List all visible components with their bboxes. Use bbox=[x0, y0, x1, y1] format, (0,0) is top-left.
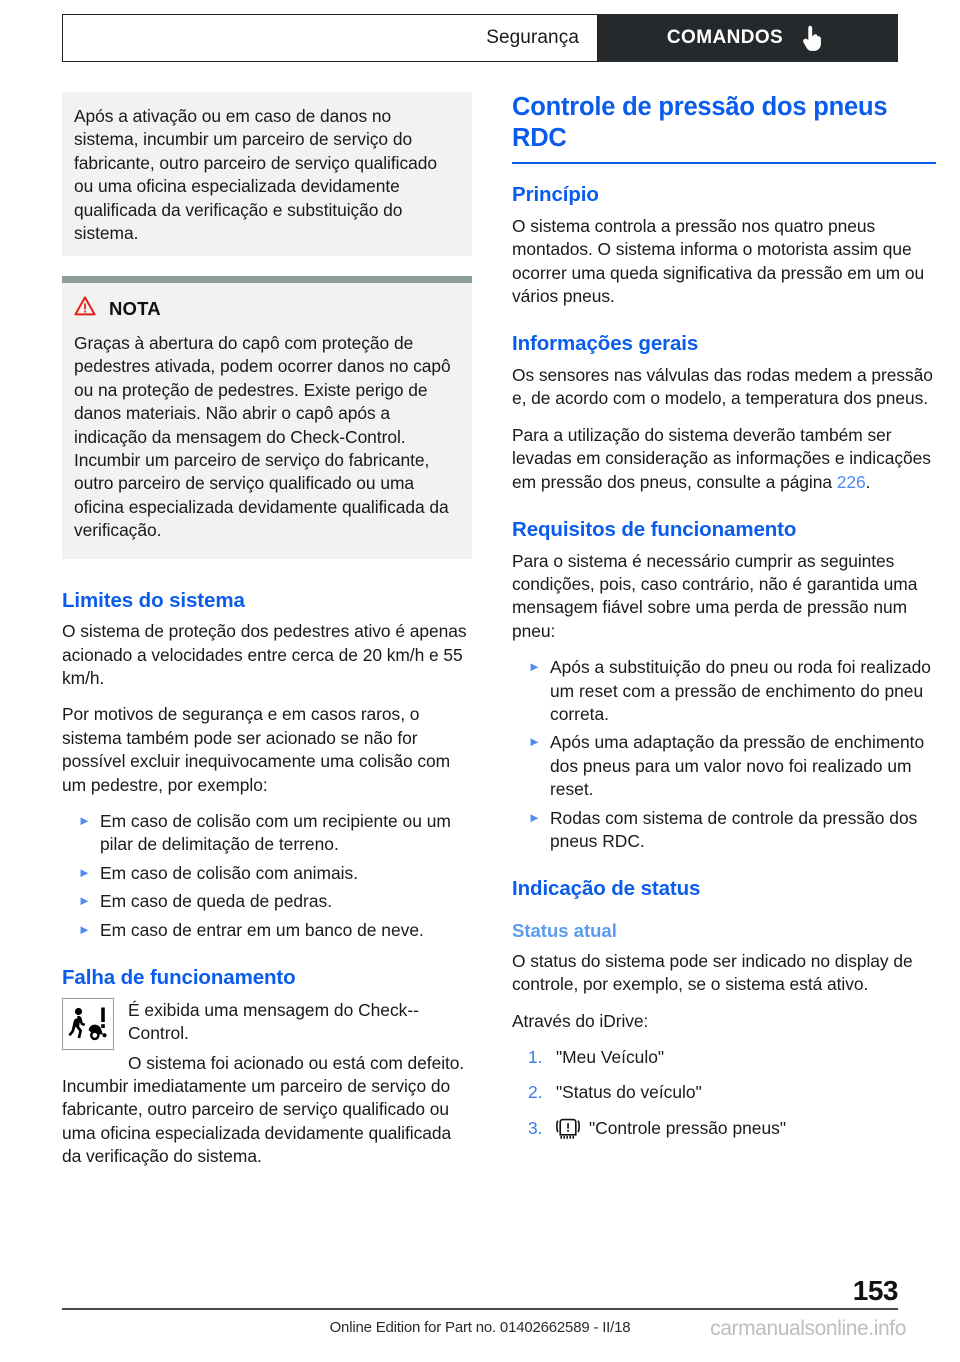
list-item-label: Em caso de colisão com animais. bbox=[100, 862, 359, 883]
malfunction-symbol-row bbox=[62, 998, 472, 1050]
watermark-text: carmanualsonline.info bbox=[710, 1317, 906, 1340]
tab-comandos[interactable] bbox=[598, 14, 898, 62]
edition-text: Online Edition for Part no. 01402662589 - II/18 bbox=[329, 1319, 631, 1336]
limits-paragraph-1: O sistema de proteção dos pedestres ativo é apenas acionado a velocidades entre cerca de 20 km/h e 55 km/h. bbox=[62, 621, 467, 688]
list-item-label: Em caso de colisão com um recipiente ou um pilar de delimitação de terreno. bbox=[100, 811, 451, 855]
step-number: 3. bbox=[528, 1117, 543, 1138]
list-item bbox=[512, 1046, 936, 1069]
note-text: Graças à abertura do capô com proteção de pedestres ativada, podem ocorrer danos no capô ou na proteção de pedestres. Existe perigo de danos materiais. Não abrir o capô após a indicação da mensagem do Check-Control. Incumbir um parceiro de serviço do fabricante, outro parceiro de serviço qualificado ou uma oficina especializada devidamente qualificada da verificação. bbox=[74, 332, 451, 541]
pointing-hand-icon bbox=[799, 23, 825, 53]
general-info-text-after: . bbox=[865, 471, 871, 492]
page-header bbox=[62, 14, 898, 62]
list-item-label: Em caso de queda de pedras. bbox=[100, 891, 333, 912]
limits-paragraph-2: Por motivos de segurança e em casos raros, o sistema também pode ser acionado se não for possível excluir inequivocamente uma colisão com um pedestre, por exemplo: bbox=[62, 704, 451, 795]
page-number: 153 bbox=[852, 1275, 898, 1306]
heading-requisitos-de-funcionamento: Requisitos de funcionamento bbox=[512, 517, 797, 541]
requirements-bullet-list bbox=[512, 656, 936, 853]
list-item bbox=[62, 890, 472, 913]
limits-bullet-list bbox=[62, 810, 472, 942]
triangle-bullet-icon: ► bbox=[78, 893, 91, 909]
triangle-bullet-icon: ► bbox=[78, 813, 91, 829]
note-header bbox=[74, 296, 460, 323]
status-paragraph-2: Através do iDrive: bbox=[512, 1010, 649, 1031]
page-reference-link[interactable]: 226 bbox=[836, 471, 866, 492]
step-label: "Controle pressão pneus" bbox=[589, 1117, 786, 1138]
tab-seguranca[interactable] bbox=[62, 14, 598, 62]
list-item-label: Após a substituição do pneu ou roda foi realizado um reset com a pressão de enchimento do pneu correta. bbox=[550, 657, 931, 724]
status-paragraph-1: O status do sistema pode ser indicado no display de controle, por exemplo, se o sistema está ativo. bbox=[512, 950, 913, 995]
warning-triangle-icon bbox=[74, 296, 96, 323]
left-column bbox=[62, 92, 472, 1182]
list-item bbox=[512, 1117, 936, 1140]
triangle-bullet-icon: ► bbox=[78, 921, 91, 937]
footer-divider bbox=[62, 1308, 898, 1310]
step-label: "Meu Veículo" bbox=[556, 1047, 665, 1068]
principle-paragraph: O sistema controla a pressão nos quatro pneus montados. O sistema informa o motorista assim que ocorrer uma queda significativa da pressão em um ou vários pneus. bbox=[512, 215, 925, 306]
note-top-bar bbox=[62, 276, 472, 283]
triangle-bullet-icon: ► bbox=[528, 734, 541, 750]
list-item bbox=[62, 862, 472, 885]
general-info-paragraph-1: Os sensores nas válvulas das rodas medem a pressão e, de acordo com o modelo, a temperatura dos pneus. bbox=[512, 364, 933, 409]
list-item bbox=[62, 919, 472, 942]
triangle-bullet-icon: ► bbox=[78, 864, 91, 880]
note-box bbox=[62, 276, 472, 558]
malfunction-paragraph-1: O sistema foi acionado ou está com defeito. bbox=[128, 1052, 465, 1073]
heading-limites-do-sistema: Limites do sistema bbox=[62, 588, 245, 612]
step-number: 1. bbox=[528, 1047, 543, 1068]
general-info-paragraph-2 bbox=[512, 424, 936, 494]
intro-paragraph: Após a ativação ou em caso de danos no sistema, incumbir um parceiro de serviço do fabricante, outro parceiro de serviço qualificado ou uma oficina especializada devidamente qualificada da verificação e substituição do sistema. bbox=[74, 106, 437, 244]
list-item bbox=[512, 656, 936, 726]
right-column bbox=[512, 92, 936, 1152]
subheading-status-atual: Status atual bbox=[512, 919, 617, 941]
malfunction-symbol-text: É exibida uma mensagem do Check--Control. bbox=[128, 999, 419, 1044]
list-item-label: Após uma adaptação da pressão de enchimento dos pneus para um valor novo foi realizado um reset. bbox=[550, 732, 925, 800]
triangle-bullet-icon: ► bbox=[528, 809, 541, 825]
tire-pressure-icon bbox=[556, 1118, 580, 1140]
heading-principio: Princípio bbox=[512, 183, 599, 207]
heading-indicacao-de-status: Indicação de status bbox=[512, 877, 701, 901]
page-title: Controle de pressão dos pneus RDC bbox=[512, 93, 888, 152]
requirements-paragraph: Para o sistema é necessário cumprir as seguintes condições, pois, caso contrário, não é garantida uma mensagem fiável sobre uma perda de pressão num pneu: bbox=[512, 550, 918, 641]
page-footer bbox=[62, 1275, 906, 1341]
list-item bbox=[512, 1081, 936, 1104]
idrive-steps-list bbox=[512, 1046, 936, 1140]
triangle-bullet-icon: ► bbox=[528, 659, 541, 675]
list-item bbox=[512, 731, 936, 801]
title-divider bbox=[512, 162, 936, 164]
general-info-text-before: Para a utilização do sistema deverão também ser levadas em consideração as informações e indicações em pressão dos pneus, consulte a página bbox=[512, 424, 931, 492]
pedestrian-protection-warning-icon bbox=[62, 998, 114, 1050]
list-item bbox=[62, 810, 472, 857]
heading-informacoes-gerais: Informações gerais bbox=[512, 332, 699, 356]
malfunction-paragraph-2: Incumbir imediatamente um parceiro de serviço do fabricante, outro parceiro de serviço qualificado ou uma oficina especializada devidamente qualificada da verificação do sistema. bbox=[62, 1076, 452, 1167]
list-item-label: Rodas com sistema de controle da pressão dos pneus RDC. bbox=[550, 807, 918, 851]
heading-falha-de-funcionamento: Falha de funcionamento bbox=[62, 966, 296, 990]
list-item bbox=[512, 807, 936, 854]
step-label: "Status do veículo" bbox=[556, 1082, 702, 1103]
step-number: 2. bbox=[528, 1082, 543, 1103]
note-title: NOTA bbox=[109, 298, 161, 320]
intro-shaded-box bbox=[62, 92, 472, 256]
tab-seguranca-label: Segurança bbox=[486, 27, 579, 49]
list-item-label: Em caso de entrar em um banco de neve. bbox=[100, 919, 424, 940]
tab-comandos-label: COMANDOS bbox=[666, 27, 784, 49]
